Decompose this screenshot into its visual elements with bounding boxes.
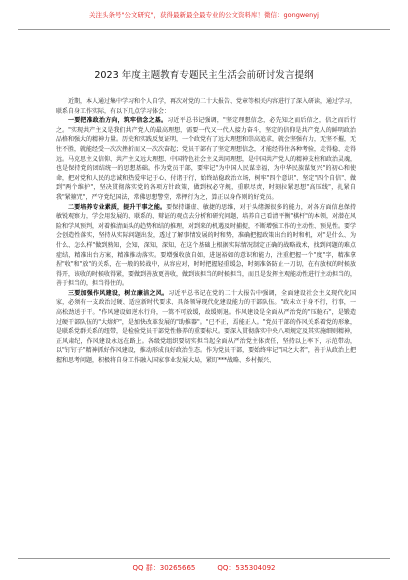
qq-group-number: QQ 群：30265665 [132,564,196,572]
header-divider [18,29,390,30]
section-heading: 一要把准政治方向，筑牢信念之基。 [68,117,168,125]
section-paragraph [56,203,356,289]
section-paragraph [56,289,356,366]
footer-divider [18,558,390,559]
document-body [56,97,356,366]
top-banner: 关注头条号"公文研究"，获得最新最全最专业的公文资料库！微信：gongwenyj [89,11,319,19]
section-paragraph [56,116,356,202]
section-body: 习近平总书记强调，"坚定理想信念，必先知之而后信之，信之而后行之。"实现共产主义是我们共产党人的最高理想，需要一代又一代人接力奋斗，坚定的信仰是共产党人的鲜明政治品格和强大的精神力量。历史和实践反复证明，一个政党有了远大理想和崇高追求，就会坚强有力，无坚不摧，无往不胜，就能经受一次次挫折而又一次次奋起；党员干部有了坚定理想信念，才能经得住各种考验，走得稳、走得远。马克思主义信仰、共产主义远大理想、中国特色社会主义共同理想，是中国共产党人的精神支柱和政治灵魂，也是保持党的团结统一的思想基础。作为党员干部，要牢记"为中国人民谋幸福，为中华民族谋复兴"的初心和使命，把对党和人民的忠诚和热爱牢记于心、付诸于行，始终站稳政治立场，树牢"四个意识"、坚定"四个自信"、做到"两个维护"，坚决贯彻落实党的各项方针政策，做到权必守规，重职尽责，时刻拉紧思想"高压线"，扎紧自我"紧箍咒"，严守党纪国法，常佛思想警堂，常押行为之，算正以身作则的好党员。 [56,117,357,201]
section-body: 要保持谦虚、敏捷的思维，对于头绪源很多的能力，对各方面信息保持敏锐观察力，学会用发展的、联系的、辩证的观点去分析和研究问题，培养自己看清平衡"棋杆"的本领，对潜在风险和学风预判，对着推清面头的趋势和结的推理，对到来的机遇及时捕捉，不断增强工作的主动性、预见性。要学会创造性落实，坚持从实际问题出发，透过了解事情发展的时和势，准确把握政策出台的时和机，对"是什么、为什么、怎么样"做到熟知，会知，深知，深知，在这个基础上根据实际情况制定正确的战略战术，找到问题的难点症结，精准出台方案，精准推动落实。要增强收放自如，进退裕如的意识和能力，注重把握一个"度"字，精准拿捏"收"和"放"的关系，在一般的转战中，从容应对，时时把握轻重缓急，时刻准备防止一刀切，在有放权的时候放得开，该收的时候收得紧，要做到善放更善收，做到该担当的时候担当，而且是发挥主观能动性进行主动担当的，善于担当的，担当得住的。 [56,203,357,288]
footer-contact [0,563,408,573]
section-heading: 三要加强作风建设，树立廉洁之风。 [68,289,169,297]
section-body: 习近平总书记在党的二十大报告中强调，全面建设社会主义现代化国家，必须有一支政治过硬、适应新时代要求、具备领导现代化建设能力的干部队伍。"政未立于身不行，行事，一高松劲送于干。"作风建设如逆水行舟，一篙不可放缓，故缓则退。作风建设是全面从严治党的"压舱石"，是锻造过硬干部队伍的"大熔炉"，是加快改革发展的"助推器"。"已不正，焉能正人。"党员干部的作风关系着党的形象，是联系党群关系的纽带，是检验党员干部党性修养的重要标尺。要深入贯彻落实中央八项规定及其实施细则精神，正风肃纪，作风建设永远在路上。各级党组织要切实担当起全面从严治党主体责任，坚持以上率下，示范带动，以"钉钉子"精神抓好作风建设，推动形成良好政治生态。作为党员干部，要始终牢记"国之大者"，善于从政治上把握和思考问题，积极将自身工作融入国家事业发展大局，紧盯***战略、乡村振兴、 [56,289,357,365]
section-heading: 二要培养专业素质，提升干事之能。 [68,203,167,211]
document-title: 2023 年度主题教育专题民主生活会前研讨发言提纲 [94,70,314,81]
intro-paragraph: 近期，本人通过集中学习和个人自学，再次对党的二十大报告、党章等相关内容进行了深入研读，通过学习，联系自身工作实际，有以下几点学习体会： [56,98,357,115]
qq-number: QQ：535304092 [217,564,276,572]
